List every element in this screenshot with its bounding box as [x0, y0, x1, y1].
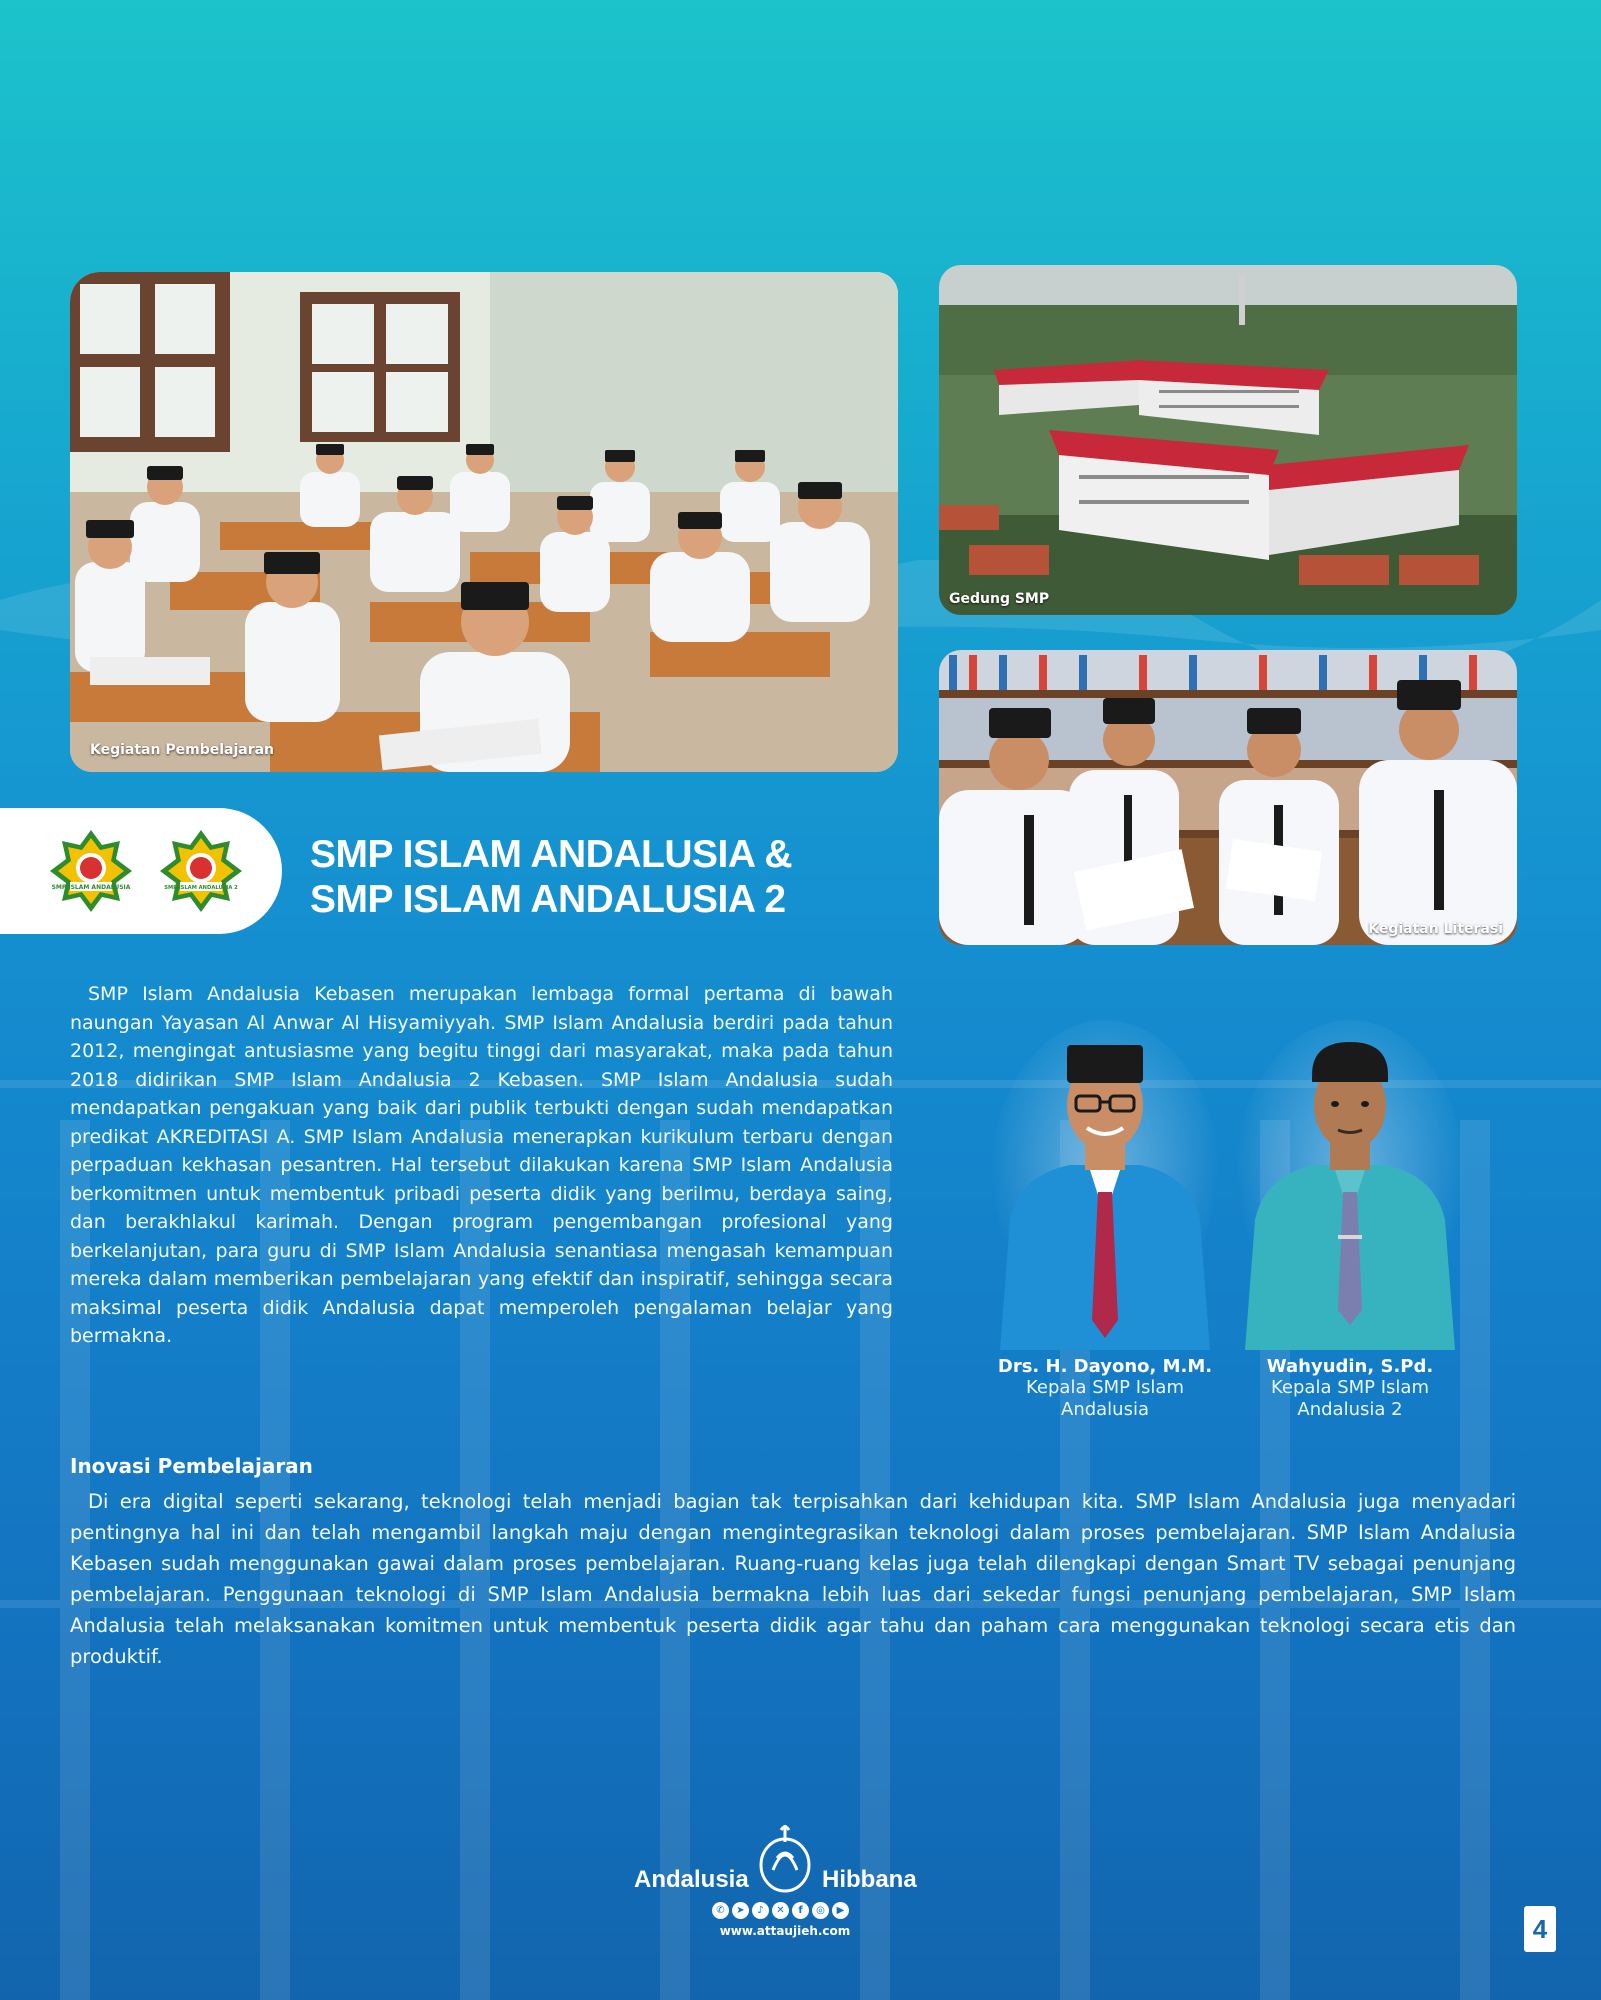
- principal-1-name: Drs. H. Dayono, M.M.: [997, 1356, 1213, 1377]
- page-number: 4: [1524, 1906, 1556, 1952]
- website-link[interactable]: www.attaujieh.com: [719, 1924, 851, 1938]
- brand-name-right: Hibbana: [822, 1866, 917, 1893]
- facebook-icon[interactable]: f: [792, 1902, 809, 1919]
- youtube-icon[interactable]: ▶: [832, 1902, 849, 1919]
- classroom-caption: Kegiatan Pembelajaran: [90, 742, 275, 758]
- principal-1-role-line1: Kepala SMP Islam: [1026, 1377, 1184, 1398]
- calligraphy-logo-icon: [755, 1820, 815, 1895]
- principal-2-role-line2: Andalusia 2: [1297, 1399, 1403, 1420]
- tiktok-icon[interactable]: ♪: [752, 1902, 769, 1919]
- smp-islam-andalusia-logo: [48, 828, 134, 914]
- building-illustration: [939, 265, 1517, 615]
- classroom-photo: [70, 272, 898, 772]
- brand-name-left: Andalusia: [634, 1866, 749, 1893]
- principal-card-2: [1220, 1020, 1480, 1421]
- x-icon[interactable]: ✕: [772, 1902, 789, 1919]
- instagram-icon[interactable]: ◎: [812, 1902, 829, 1919]
- library-illustration: [939, 650, 1517, 945]
- intro-paragraph: SMP Islam Andalusia Kebasen merupakan lembaga formal pertama di bawah naungan Yayasan Al Anwar Al Hisyamiyyah. SMP Islam Andalusia berdiri pada tahun 2012, mengingat antusiasme yang begitu tinggi dari masyarakat, maka pada tahun 2018 didirikan SMP Islam Andalusia 2 Kebasen. SMP Islam Andalusia sudah mendapatkan pengakuan yang baik dari publik terbukti dengan sudah mendapatkan predikat AKREDITASI A. SMP Islam Andalusia menerapkan kurikulum terbaru dengan perpaduan kekhasan pesantren. Hal tersebut dilakukan karena SMP Islam Andalusia berkomitmen untuk membentuk pribadi peserta didik yang berilmu, berdaya saing, dan berakhlakul karimah. Dengan program pengembangan profesional yang berkelanjutan, para guru di SMP Islam Andalusia senantiasa mengasah kemampuan mereka dalam memberikan pembelajaran yang efektif dan inspiratif, sehingga secara maksimal peserta didik Andalusia dapat memperoleh pengalaman belajar yang bermakna.: [70, 983, 893, 1347]
- principal-card-1: [975, 1020, 1235, 1421]
- telegram-icon[interactable]: ➤: [732, 1902, 749, 1919]
- principal-1-portrait: [990, 1020, 1220, 1350]
- social-icons: [712, 1902, 849, 1919]
- footer-brand: [620, 1820, 950, 1940]
- title-line-1: SMP ISLAM ANDALUSIA &: [310, 833, 793, 876]
- classroom-illustration: [70, 272, 898, 772]
- inovasi-paragraph: Di era digital seperti sekarang, teknologi telah menjadi bagian tak terpisahkan dari kehidupan kita. SMP Islam Andalusia juga menyadari pentingnya hal ini dan telah mengambil langkah maju dengan mengintegrasikan teknologi dalam proses pembelajaran. SMP Islam Andalusia Kebasen sudah menggunakan gawai dalam proses pembelajaran. Ruang-ruang kelas juga telah dilengkapi dengan Smart TV sebagai penunjang pembelajaran. Penggunaan teknologi di SMP Islam Andalusia bermakna lebih luas dari sekedar fungsi penunjang pembelajaran, SMP Islam Andalusia telah melaksanakan komitmen untuk membentuk peserta didik agar tahu dan paham cara menggunakan teknologi secara etis dan produktif.: [70, 1490, 1516, 1668]
- smp-islam-andalusia-2-logo: [158, 828, 244, 914]
- principal-2-portrait: [1235, 1020, 1465, 1350]
- library-photo: [939, 650, 1517, 945]
- library-caption: Kegiatan Literasi: [1368, 921, 1503, 937]
- title-band: [0, 808, 282, 934]
- title-line-2: SMP ISLAM ANDALUSIA 2: [310, 878, 786, 921]
- whatsapp-icon[interactable]: ✆: [712, 1902, 729, 1919]
- principal-1-role-line2: Andalusia: [1061, 1399, 1149, 1420]
- building-caption: Gedung SMP: [949, 591, 1050, 607]
- principal-2-name: Wahyudin, S.Pd.: [1266, 1356, 1434, 1377]
- principal-2-role-line1: Kepala SMP Islam: [1271, 1377, 1429, 1398]
- page-title: [310, 832, 870, 922]
- logo1-label: SMP ISLAM ANDALUSIA: [51, 884, 131, 891]
- building-photo: [939, 265, 1517, 615]
- logo2-label: SMP ISLAM ANDALUSIA 2: [164, 885, 238, 891]
- inovasi-heading: Inovasi Pembelajaran: [70, 1454, 313, 1478]
